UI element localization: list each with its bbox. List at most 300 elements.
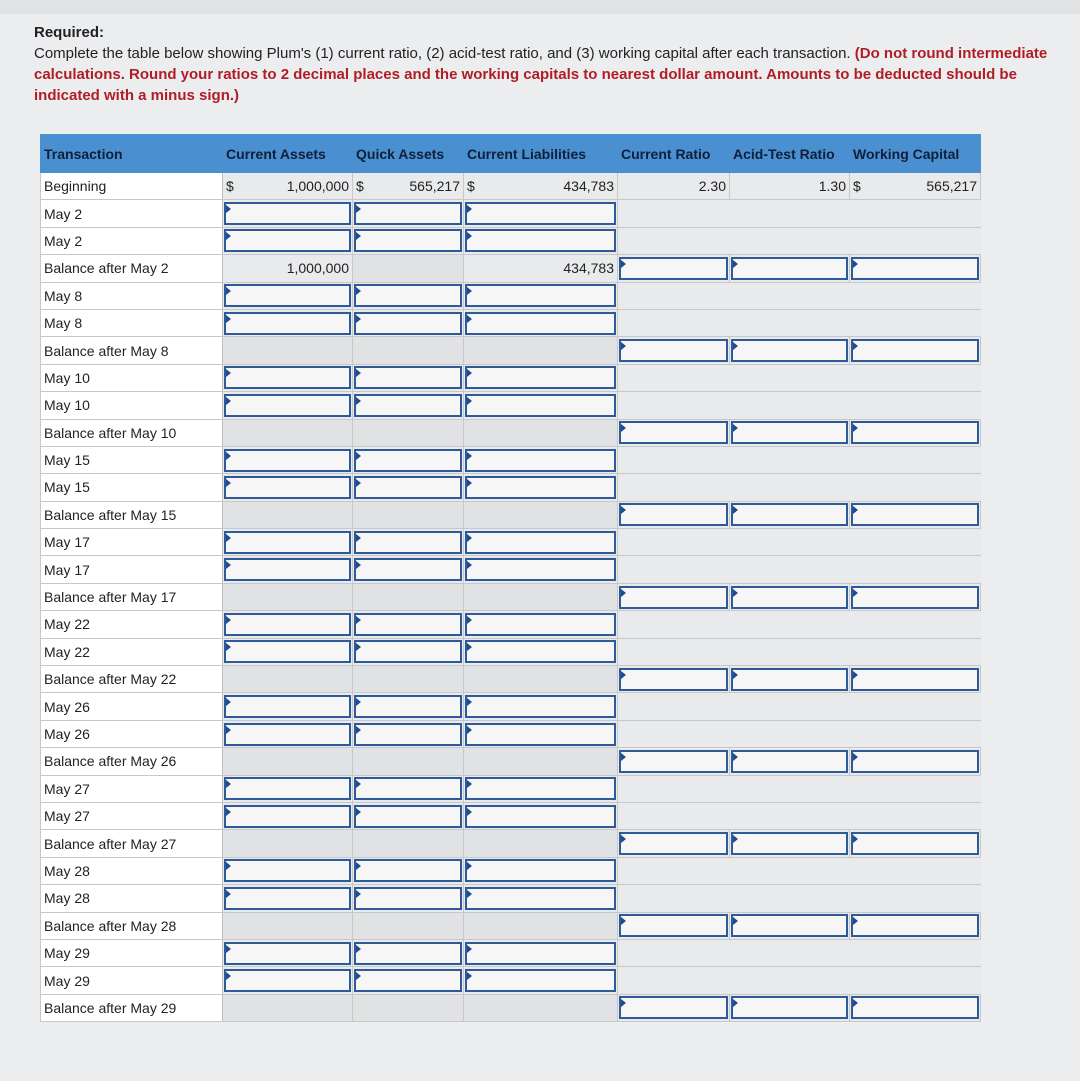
empty-cell	[850, 638, 981, 665]
current-assets-input[interactable]	[224, 695, 351, 718]
currency-symbol: $	[853, 178, 861, 195]
balance-current-liabilities	[464, 419, 618, 446]
balance-current-assets	[223, 994, 353, 1021]
current-assets-input[interactable]	[224, 859, 351, 882]
row-label: May 29	[41, 939, 223, 966]
balance-quick-assets	[353, 337, 464, 364]
balance-quick-assets	[353, 830, 464, 857]
current-ratio-input[interactable]	[619, 421, 728, 444]
current-assets-cell	[223, 364, 353, 391]
empty-cell	[730, 200, 850, 227]
quick-assets-cell	[353, 446, 464, 473]
row-label: May 15	[41, 474, 223, 501]
row-label: Balance after May 26	[41, 748, 223, 775]
header-transaction: Transaction	[41, 135, 223, 173]
table-row	[41, 638, 981, 665]
empty-cell	[618, 885, 730, 912]
balance-current-liabilities	[464, 501, 618, 528]
working-capital-cell	[850, 830, 981, 857]
empty-cell	[618, 529, 730, 556]
empty-cell	[618, 939, 730, 966]
empty-cell	[730, 967, 850, 994]
quick-assets-input[interactable]	[354, 202, 462, 225]
row-label: May 15	[41, 446, 223, 473]
empty-cell	[618, 227, 730, 254]
row-label: Balance after May 17	[41, 583, 223, 610]
current-assets-input[interactable]	[224, 613, 351, 636]
current-liabilities-input[interactable]	[465, 394, 616, 417]
current-ratio-input[interactable]	[619, 750, 728, 773]
row-label: Balance after May 28	[41, 912, 223, 939]
row-label: May 2	[41, 200, 223, 227]
balance-quick-assets	[353, 501, 464, 528]
current-assets-cell	[223, 857, 353, 884]
quick-assets-input[interactable]	[354, 640, 462, 663]
current-liabilities-cell	[464, 857, 618, 884]
cropped-top-strip	[0, 0, 1080, 14]
current-liabilities-input[interactable]	[465, 312, 616, 335]
row-label: Beginning	[41, 173, 223, 200]
working-capital-input[interactable]	[851, 257, 979, 280]
balance-quick-assets	[353, 994, 464, 1021]
table-row	[41, 364, 981, 391]
acid-test-ratio-input[interactable]	[731, 339, 848, 362]
quick-assets-input[interactable]	[354, 284, 462, 307]
acid-test-ratio-input[interactable]	[731, 750, 848, 773]
empty-cell	[618, 720, 730, 747]
current-assets-input[interactable]	[224, 229, 351, 252]
current-ratio-input[interactable]	[619, 257, 728, 280]
quick-assets-cell	[353, 282, 464, 309]
working-capital-input[interactable]	[851, 503, 979, 526]
balance-current-assets	[223, 337, 353, 364]
quick-assets-input[interactable]	[354, 942, 462, 965]
beginning-current-assets	[223, 173, 353, 200]
quick-assets-input[interactable]	[354, 805, 462, 828]
current-liabilities-input[interactable]	[465, 887, 616, 910]
quick-assets-cell	[353, 720, 464, 747]
empty-cell	[618, 967, 730, 994]
current-assets-cell	[223, 529, 353, 556]
current-liabilities-input[interactable]	[465, 558, 616, 581]
table-row	[41, 748, 981, 775]
quick-assets-input[interactable]	[354, 887, 462, 910]
quick-assets-input[interactable]	[354, 449, 462, 472]
empty-cell	[618, 364, 730, 391]
empty-cell	[618, 638, 730, 665]
empty-cell	[850, 802, 981, 829]
current-liabilities-input[interactable]	[465, 531, 616, 554]
quick-assets-input[interactable]	[354, 859, 462, 882]
acid-test-ratio-input[interactable]	[731, 257, 848, 280]
acid-test-ratio-cell	[730, 255, 850, 282]
instructions	[34, 22, 1064, 106]
currency-symbol: $	[467, 178, 475, 195]
header-quick-assets: Quick Assets	[353, 135, 464, 173]
current-assets-cell	[223, 446, 353, 473]
empty-cell	[850, 693, 981, 720]
current-liabilities-input[interactable]	[465, 229, 616, 252]
current-liabilities-input[interactable]	[465, 613, 616, 636]
balance-quick-assets	[353, 419, 464, 446]
current-assets-input[interactable]	[224, 969, 351, 992]
acid-test-ratio-cell	[730, 583, 850, 610]
current-liabilities-input[interactable]	[465, 859, 616, 882]
table-row	[41, 720, 981, 747]
quick-assets-input[interactable]	[354, 394, 462, 417]
current-ratio-input[interactable]	[619, 339, 728, 362]
current-ratio-input[interactable]	[619, 996, 728, 1019]
empty-cell	[850, 364, 981, 391]
balance-current-assets	[223, 748, 353, 775]
table-row	[41, 583, 981, 610]
quick-assets-cell	[353, 939, 464, 966]
row-label: Balance after May 29	[41, 994, 223, 1021]
balance-quick-assets	[353, 912, 464, 939]
current-liabilities-cell	[464, 967, 618, 994]
table-row	[41, 556, 981, 583]
header-working-capital: Working Capital	[850, 135, 981, 173]
empty-cell	[850, 611, 981, 638]
working-capital-input[interactable]	[851, 914, 979, 937]
header-acid-test-ratio: Acid-Test Ratio	[730, 135, 850, 173]
beginning-current-ratio: 2.30	[618, 173, 730, 200]
row-label: May 27	[41, 802, 223, 829]
quick-assets-input[interactable]	[354, 229, 462, 252]
working-capital-cell	[850, 912, 981, 939]
empty-cell	[618, 282, 730, 309]
current-ratio-input[interactable]	[619, 586, 728, 609]
row-label: Balance after May 15	[41, 501, 223, 528]
empty-cell	[618, 392, 730, 419]
balance-current-liabilities	[464, 830, 618, 857]
current-assets-input[interactable]	[224, 394, 351, 417]
current-liabilities-cell	[464, 392, 618, 419]
header-current-liabilities: Current Liabilities	[464, 135, 618, 173]
table-row	[41, 693, 981, 720]
acid-test-ratio-cell	[730, 994, 850, 1021]
current-assets-input[interactable]	[224, 887, 351, 910]
empty-cell	[618, 556, 730, 583]
current-assets-cell	[223, 611, 353, 638]
working-capital-input[interactable]	[851, 996, 979, 1019]
empty-cell	[618, 200, 730, 227]
current-assets-cell	[223, 720, 353, 747]
empty-cell	[730, 611, 850, 638]
beginning-working-capital-value: 565,217	[926, 178, 977, 195]
current-assets-cell	[223, 967, 353, 994]
current-ratio-cell	[618, 419, 730, 446]
empty-cell	[618, 857, 730, 884]
row-label: Balance after May 22	[41, 666, 223, 693]
empty-cell	[730, 556, 850, 583]
acid-test-ratio-cell	[730, 912, 850, 939]
current-liabilities-cell	[464, 474, 618, 501]
empty-cell	[730, 529, 850, 556]
current-assets-cell	[223, 474, 353, 501]
current-liabilities-cell	[464, 693, 618, 720]
empty-cell	[850, 200, 981, 227]
current-liabilities-cell	[464, 939, 618, 966]
table-row	[41, 666, 981, 693]
table-row-beginning	[41, 173, 981, 200]
empty-cell	[850, 392, 981, 419]
working-capital-cell	[850, 748, 981, 775]
current-assets-input[interactable]	[224, 366, 351, 389]
beginning-current-liabilities-value: 434,783	[563, 178, 614, 195]
current-assets-input[interactable]	[224, 312, 351, 335]
row-label: Balance after May 8	[41, 337, 223, 364]
table-row	[41, 802, 981, 829]
row-label: May 17	[41, 529, 223, 556]
empty-cell	[730, 364, 850, 391]
working-capital-input[interactable]	[851, 421, 979, 444]
current-assets-input[interactable]	[224, 202, 351, 225]
row-label: May 8	[41, 282, 223, 309]
acid-test-ratio-input[interactable]	[731, 832, 848, 855]
current-ratio-cell	[618, 501, 730, 528]
quick-assets-cell	[353, 638, 464, 665]
balance-current-assets	[223, 583, 353, 610]
current-liabilities-input[interactable]	[465, 777, 616, 800]
acid-test-ratio-cell	[730, 501, 850, 528]
empty-cell	[850, 474, 981, 501]
empty-cell	[618, 474, 730, 501]
empty-cell	[850, 720, 981, 747]
quick-assets-cell	[353, 529, 464, 556]
current-liabilities-input[interactable]	[465, 284, 616, 307]
table-row	[41, 200, 981, 227]
quick-assets-input[interactable]	[354, 366, 462, 389]
empty-cell	[730, 638, 850, 665]
current-assets-cell	[223, 775, 353, 802]
current-assets-cell	[223, 392, 353, 419]
quick-assets-cell	[353, 474, 464, 501]
balance-current-assets	[223, 830, 353, 857]
acid-test-ratio-input[interactable]	[731, 503, 848, 526]
balance-current-liabilities	[464, 666, 618, 693]
balance-quick-assets	[353, 255, 464, 282]
quick-assets-cell	[353, 857, 464, 884]
table-row	[41, 939, 981, 966]
quick-assets-cell	[353, 885, 464, 912]
current-assets-cell	[223, 693, 353, 720]
working-capital-input[interactable]	[851, 339, 979, 362]
current-liabilities-input[interactable]	[465, 695, 616, 718]
balance-current-liabilities	[464, 748, 618, 775]
balance-quick-assets	[353, 583, 464, 610]
current-assets-input[interactable]	[224, 805, 351, 828]
quick-assets-cell	[353, 200, 464, 227]
working-capital-cell	[850, 583, 981, 610]
table-row	[41, 967, 981, 994]
ratio-table	[40, 134, 981, 1022]
empty-cell	[850, 282, 981, 309]
currency-symbol: $	[226, 178, 234, 195]
balance-current-assets	[223, 419, 353, 446]
current-liabilities-input[interactable]	[465, 366, 616, 389]
acid-test-ratio-input[interactable]	[731, 586, 848, 609]
quick-assets-cell	[353, 364, 464, 391]
current-liabilities-cell	[464, 611, 618, 638]
current-assets-input[interactable]	[224, 449, 351, 472]
quick-assets-input[interactable]	[354, 558, 462, 581]
current-ratio-cell	[618, 994, 730, 1021]
acid-test-ratio-input[interactable]	[731, 421, 848, 444]
table-row	[41, 255, 981, 282]
row-label: May 26	[41, 693, 223, 720]
acid-test-ratio-input[interactable]	[731, 914, 848, 937]
current-assets-input[interactable]	[224, 640, 351, 663]
empty-cell	[850, 227, 981, 254]
beginning-acid-test-ratio: 1.30	[730, 173, 850, 200]
quick-assets-cell	[353, 392, 464, 419]
current-ratio-input[interactable]	[619, 668, 728, 691]
current-ratio-cell	[618, 912, 730, 939]
current-liabilities-input[interactable]	[465, 476, 616, 499]
quick-assets-cell	[353, 775, 464, 802]
current-assets-input[interactable]	[224, 558, 351, 581]
table-row	[41, 282, 981, 309]
quick-assets-input[interactable]	[354, 695, 462, 718]
row-label: May 28	[41, 885, 223, 912]
current-ratio-cell	[618, 337, 730, 364]
current-ratio-input[interactable]	[619, 914, 728, 937]
current-liabilities-cell	[464, 227, 618, 254]
quick-assets-input[interactable]	[354, 777, 462, 800]
current-assets-cell	[223, 638, 353, 665]
working-capital-input[interactable]	[851, 832, 979, 855]
current-ratio-cell	[618, 830, 730, 857]
balance-current-assets	[223, 912, 353, 939]
balance-current-liabilities	[464, 994, 618, 1021]
empty-cell	[850, 857, 981, 884]
table-row	[41, 446, 981, 473]
current-ratio-input[interactable]	[619, 832, 728, 855]
row-label: May 26	[41, 720, 223, 747]
current-ratio-cell	[618, 748, 730, 775]
current-assets-input[interactable]	[224, 476, 351, 499]
working-capital-cell	[850, 666, 981, 693]
quick-assets-cell	[353, 802, 464, 829]
balance-current-liabilities: 434,783	[464, 255, 618, 282]
current-ratio-cell	[618, 666, 730, 693]
current-ratio-cell	[618, 583, 730, 610]
current-liabilities-cell	[464, 364, 618, 391]
quick-assets-cell	[353, 556, 464, 583]
current-assets-input[interactable]	[224, 942, 351, 965]
current-liabilities-input[interactable]	[465, 969, 616, 992]
quick-assets-input[interactable]	[354, 312, 462, 335]
balance-current-assets	[223, 666, 353, 693]
balance-quick-assets	[353, 748, 464, 775]
acid-test-ratio-input[interactable]	[731, 996, 848, 1019]
quick-assets-input[interactable]	[354, 531, 462, 554]
acid-test-ratio-cell	[730, 337, 850, 364]
empty-cell	[618, 802, 730, 829]
row-label: Balance after May 27	[41, 830, 223, 857]
current-liabilities-cell	[464, 638, 618, 665]
acid-test-ratio-input[interactable]	[731, 668, 848, 691]
current-liabilities-input[interactable]	[465, 640, 616, 663]
current-assets-input[interactable]	[224, 777, 351, 800]
empty-cell	[730, 282, 850, 309]
quick-assets-input[interactable]	[354, 613, 462, 636]
table-row	[41, 994, 981, 1021]
acid-test-ratio-cell	[730, 419, 850, 446]
table-row	[41, 337, 981, 364]
quick-assets-cell	[353, 611, 464, 638]
empty-cell	[850, 446, 981, 473]
quick-assets-input[interactable]	[354, 476, 462, 499]
working-capital-input[interactable]	[851, 586, 979, 609]
balance-current-liabilities	[464, 583, 618, 610]
current-liabilities-cell	[464, 802, 618, 829]
current-liabilities-input[interactable]	[465, 449, 616, 472]
empty-cell	[730, 693, 850, 720]
working-capital-input[interactable]	[851, 668, 979, 691]
quick-assets-input[interactable]	[354, 723, 462, 746]
quick-assets-cell	[353, 967, 464, 994]
current-liabilities-cell	[464, 446, 618, 473]
table-row	[41, 309, 981, 336]
instructions-text: Complete the table below showing Plum's (1) current ratio, (2) acid-test ratio, and (3) working capital after each transaction.	[34, 45, 851, 62]
empty-cell	[850, 967, 981, 994]
current-assets-cell	[223, 885, 353, 912]
balance-current-liabilities	[464, 912, 618, 939]
current-assets-input[interactable]	[224, 723, 351, 746]
current-liabilities-input[interactable]	[465, 942, 616, 965]
table-row	[41, 611, 981, 638]
balance-quick-assets	[353, 666, 464, 693]
row-label: Balance after May 2	[41, 255, 223, 282]
current-assets-input[interactable]	[224, 284, 351, 307]
instructions-emphasis: (Do not round intermediate calculations. Round your ratios to 2 decimal places and the working capitals to nearest dollar amount. Amounts to be deducted should be indicated with a minus sign.)	[34, 45, 1048, 104]
acid-test-ratio-cell	[730, 830, 850, 857]
current-ratio-input[interactable]	[619, 503, 728, 526]
quick-assets-cell	[353, 227, 464, 254]
beginning-current-liabilities	[464, 173, 618, 200]
empty-cell	[850, 775, 981, 802]
current-assets-cell	[223, 939, 353, 966]
table-row	[41, 474, 981, 501]
working-capital-input[interactable]	[851, 750, 979, 773]
table-row	[41, 912, 981, 939]
empty-cell	[850, 939, 981, 966]
empty-cell	[730, 720, 850, 747]
current-assets-cell	[223, 556, 353, 583]
required-heading: Required:	[34, 24, 105, 41]
beginning-quick-assets	[353, 173, 464, 200]
empty-cell	[850, 529, 981, 556]
empty-cell	[730, 775, 850, 802]
acid-test-ratio-cell	[730, 748, 850, 775]
quick-assets-input[interactable]	[354, 969, 462, 992]
empty-cell	[730, 939, 850, 966]
working-capital-cell	[850, 255, 981, 282]
current-liabilities-cell	[464, 885, 618, 912]
acid-test-ratio-cell	[730, 666, 850, 693]
current-assets-input[interactable]	[224, 531, 351, 554]
empty-cell	[730, 227, 850, 254]
current-assets-cell	[223, 227, 353, 254]
current-liabilities-input[interactable]	[465, 202, 616, 225]
beginning-working-capital	[850, 173, 981, 200]
current-liabilities-input[interactable]	[465, 723, 616, 746]
table-row	[41, 501, 981, 528]
quick-assets-cell	[353, 309, 464, 336]
current-liabilities-input[interactable]	[465, 805, 616, 828]
